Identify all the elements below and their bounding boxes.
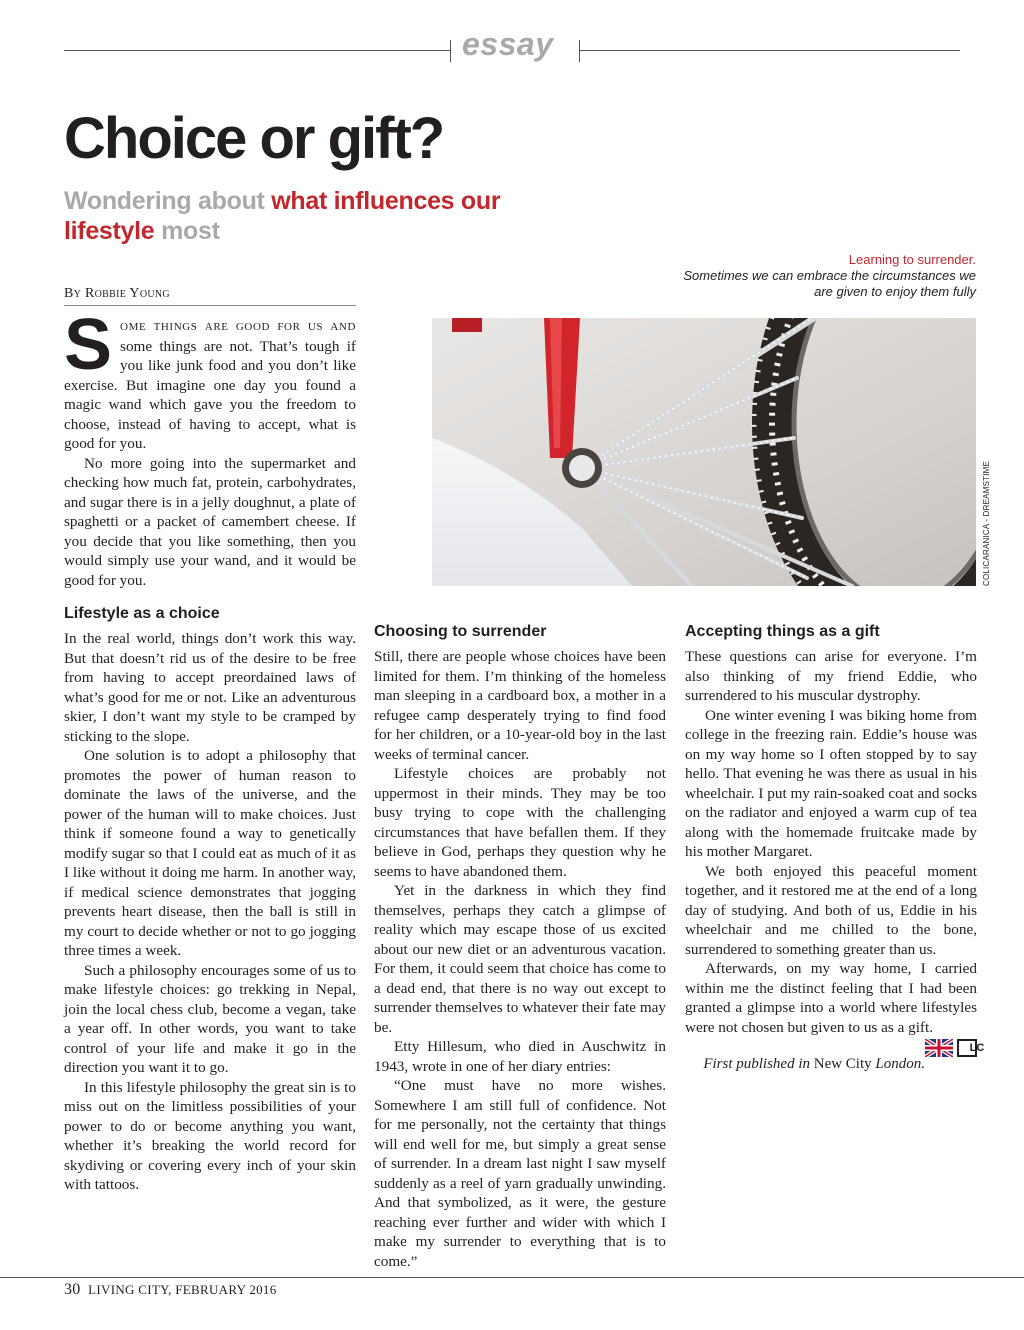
paragraph: In the real world, things don’t work this way. But that doesn’t rid us of the desire to be free from having to accept preordained laws of what’s good for me or not. Like an adventurous skier, I don’t want my style to be cramped by sticking to the slope. [64, 630, 356, 745]
section-tag: essay [462, 26, 554, 62]
byline-author: Robbie Young [84, 286, 170, 301]
paragraph: In this lifestyle philosophy the great sin is to miss out on the limitless possibilities of your power to do or become anything you want, whether it’s breaking the world record for skydiving or covering every inch of your skin with tattoos. [64, 1078, 356, 1193]
published-prefix: First published in [703, 1056, 810, 1072]
column-2 [374, 622, 666, 1271]
paragraph: These questions can arise for everyone. I’m also thinking of my friend Eddie, who surrendered to his muscular dystrophy. [685, 648, 977, 704]
section-heading: Choosing to surrender [374, 623, 547, 640]
paragraph: Etty Hillesum, who died in Auschwitz in 1943, wrote in one of her diary entries: [374, 1038, 666, 1075]
column-3 [685, 622, 985, 1075]
photo-caption [676, 252, 976, 300]
paragraph: Yet in the darkness in which they find themselves, perhaps they catch a glimpse of reality which may escape those of us excited about our new diet or an adventurous vacation. For them, it could seem that choice has come to a dead end, that there is no way out except to surrender themselves to whatever their fate may be. [374, 882, 666, 1036]
drop-cap: S [64, 305, 113, 385]
paragraph: One winter evening I was biking home from college in the freezing rain. Eddie’s house was on my way home so I often stopped by to say hello. That evening he was there as usual in his wheelchair. I put my rain-soaked coat and socks on the radiator and enjoyed a warm cup of tea along with the homemade fruitcake made by his mother Margaret. [685, 706, 977, 860]
subtitle-part3: most [161, 217, 220, 245]
photo-credit: COLICARANICA - DREAMSTIME [982, 460, 991, 586]
page-number: 30 [64, 1281, 81, 1298]
subtitle-part2: what influences our lifestyle [64, 187, 501, 245]
caption-text: Sometimes we can embrace the circumstances we are given to enjoy them fully [683, 268, 976, 299]
paragraph [64, 305, 356, 454]
column-1 [64, 305, 356, 1195]
page-footer [64, 1281, 277, 1299]
header-tick-right [579, 40, 580, 62]
subtitle-part1: Wondering about [64, 187, 265, 215]
caption-headline: Learning to surrender. [848, 252, 976, 267]
published-note [685, 1055, 977, 1075]
published-publication: New City [813, 1056, 872, 1072]
byline [64, 286, 356, 306]
frosted-bicycle-wheel-photo [432, 318, 976, 586]
footer-rule [0, 1277, 1024, 1278]
article-subtitle [64, 186, 564, 246]
byline-prefix: By [64, 286, 82, 301]
issue-label: LIVING CITY, FEBRUARY 2016 [88, 1282, 277, 1297]
article-title: Choice or gift? [64, 106, 444, 171]
paragraph-text: Afterwards, on my way home, I carried within me the distinct feeling that I had been granted a glimpse into a world where lifestyles were not chosen but given to us as a gift. [685, 960, 977, 1036]
paragraph: Lifestyle choices are probably not uppermost in their minds. They may be too busy trying to cope with the challenging circumstances that have befallen them. If they believe in God, perhaps they question why he seems to have abandoned them. [374, 765, 666, 880]
paragraph: We both enjoyed this peaceful moment together, and it restored me at the end of a long day of studying. And both of us, Eddie in his wheelchair and me chilled to the bone, surrendered to something greater than us. [685, 862, 977, 958]
header-rule-left [64, 50, 450, 51]
opening-smallcaps: ome things are good for us and [120, 318, 356, 334]
lc-logo-icon: LC [957, 1039, 977, 1057]
section-heading: Lifestyle as a choice [64, 605, 220, 622]
paragraph: “One must have no more wishes. Somewhere I am still full of confidence. Not for me personally, not the certainty that things will end well for me, but simply a great sense of surrender. In a dream last night I saw myself suddenly as a reel of yarn gradually unwinding. And that symbolized, as it were, the gesture reaching ever further and wider with which I make my surrender to everything that is to come.” [374, 1077, 666, 1270]
section-heading: Accepting things as a gift [685, 623, 880, 640]
paragraph: Such a philosophy encourages some of us to make lifestyle choices: go trekking in Nepal, join the local chess club, become a vegan, take a year off. In other words, you want to take control of your life and make it go in the direction you want it to go. [64, 961, 356, 1076]
frosted-bicycle-wheel-icon [432, 318, 976, 586]
paragraph: No more going into the supermarket and checking how much fat, protein, carbohydrates, and sugar there is in a jelly doughnut, a plate of spaghetti or a packet of camembert cheese. If you decide that you like something, then you would simply use your wand, and it would be good for you. [64, 454, 356, 589]
paragraph: One solution is to adopt a philosophy that promotes the power of human reason to dominate the laws of the universe, and the power of the human will to make choices. Just think if someone found a way to genetically modify sugar so that I could eat as much of it as I like without it doing me harm. In another way, if medical science demonstrates that jogging prevents heart disease, then the ball is still in my court to decide whether or not to go jogging three times a week. [64, 747, 356, 959]
published-city: London. [875, 1056, 925, 1072]
end-marks [925, 1039, 985, 1057]
header-rule-right [580, 50, 960, 51]
header-tick-left [450, 40, 451, 62]
paragraph: Still, there are people whose choices have been limited for them. I’m thinking of the homeless man sleeping in a cardboard box, a mother in a refugee camp desperately trying to find food for her children, or a 10-year-old boy in the last weeks of terminal cancer. [374, 648, 666, 763]
paragraph-text: some things are not. That’s tough if you like junk food and you don’t like exercise. But imagine one day you found a magic wand which gave you the freedom to choose, instead of having to accept, what is good for you. [64, 337, 356, 452]
paragraph [685, 959, 985, 1054]
